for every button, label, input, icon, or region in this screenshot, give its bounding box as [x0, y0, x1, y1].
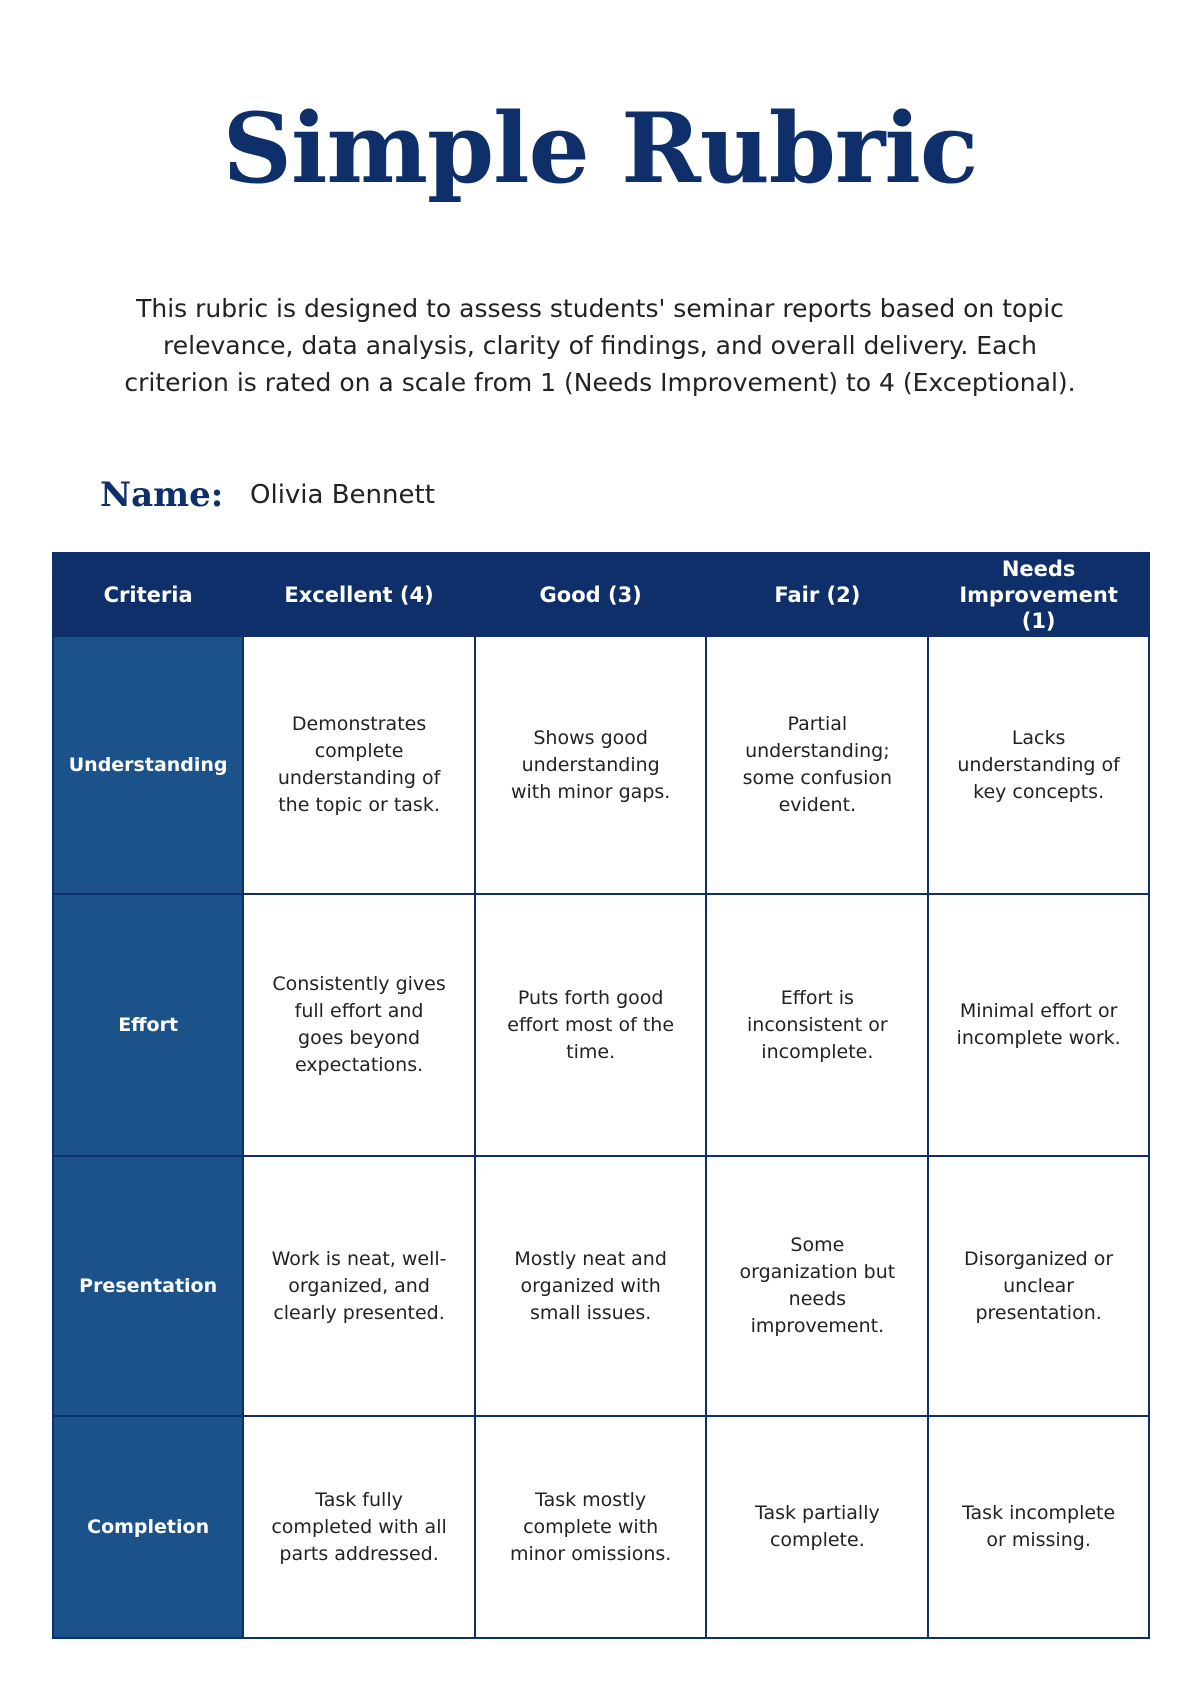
rubric-cell: Puts forth good effort most of the time. — [475, 894, 707, 1156]
rubric-cell: Some organization but needs improvement. — [706, 1156, 928, 1416]
rubric-cell: Task incomplete or missing. — [928, 1416, 1149, 1638]
header-fair: Fair (2) — [706, 553, 928, 636]
criterion-label: Understanding — [53, 636, 243, 894]
header-criteria: Criteria — [53, 553, 243, 636]
rubric-cell: Demonstrates complete understanding of the topic or task. — [243, 636, 475, 894]
rubric-cell: Shows good understanding with minor gaps. — [475, 636, 707, 894]
rubric-cell: Task mostly complete with minor omissions. — [475, 1416, 707, 1638]
rubric-cell: Work is neat, well-organized, and clearly presented. — [243, 1156, 475, 1416]
rubric-cell: Minimal effort or incomplete work. — [928, 894, 1149, 1156]
rubric-cell: Disorganized or unclear presentation. — [928, 1156, 1149, 1416]
criterion-label: Presentation — [53, 1156, 243, 1416]
header-excellent: Excellent (4) — [243, 553, 475, 636]
header-good: Good (3) — [475, 553, 707, 636]
table-row — [53, 1416, 1149, 1638]
page-title: Simple Rubric — [222, 92, 978, 205]
rubric-cell: Effort is inconsistent or incomplete. — [706, 894, 928, 1156]
rubric-cell: Lacks understanding of key concepts. — [928, 636, 1149, 894]
table-row — [53, 636, 1149, 894]
rubric-cell: Mostly neat and organized with small issues. — [475, 1156, 707, 1416]
table-row — [53, 1156, 1149, 1416]
rubric-table — [52, 552, 1150, 1639]
criterion-label: Completion — [53, 1416, 243, 1638]
rubric-cell: Partial understanding; some confusion evident. — [706, 636, 928, 894]
criterion-label: Effort — [53, 894, 243, 1156]
intro-paragraph: This rubric is designed to assess students' seminar reports based on topic relevance, data analysis, clarity of findings, and overall delivery. Each criterion is rated on a scale from 1 (Needs Improvement) to 4 (Exceptional). — [124, 294, 1076, 397]
name-label: Name: — [100, 475, 224, 515]
rubric-cell: Task fully completed with all parts addressed. — [243, 1416, 475, 1638]
header-needs-improvement: Needs Improvement (1) — [928, 553, 1149, 636]
name-row — [100, 470, 435, 520]
rubric-cell: Task partially complete. — [706, 1416, 928, 1638]
student-name: Olivia Bennett — [250, 480, 435, 510]
table-header-row — [53, 553, 1149, 636]
rubric-cell: Consistently gives full effort and goes beyond expectations. — [243, 894, 475, 1156]
table-row — [53, 894, 1149, 1156]
